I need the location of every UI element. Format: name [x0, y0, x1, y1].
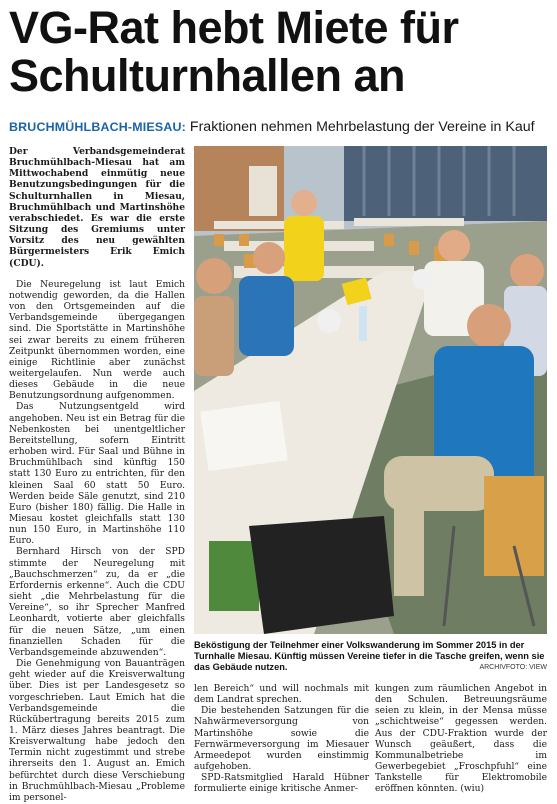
article-photo: [194, 146, 547, 634]
photo-credit: ARCHIVFOTO: VIEW: [479, 664, 547, 671]
headline: [9, 4, 554, 100]
article-paragraph: Bernhard Hirsch von der SPD stimmte der Neuregelung mit „Bauchschmerzen“ zu, da er „die Erfordernis erkenne“. Auch die CDU sieht „die Mehrbelastung für die Vereine“, so ihr Sprecher Manfred Leonhardt, votierte aber gleichfalls für die neuen Sätze, „um einen finanziellen Schaden für die Verbandsgemeinde abzuwenden“.: [9, 547, 185, 658]
article-paragraph: len Bereich“ und will nochmals mit dem Landrat sprechen.: [194, 684, 369, 706]
article-paragraph: kungen zum räumlichen Angebot in den Schulen. Betreuungsräume seien zu klein, in der Mensa müsse „schichtweise“ gegessen werden. Aus der CDU-Fraktion wurde der Wunsch geäußert, dass die Kommunalbetriebe im Gewerbegebiet „Froschpfuhl“ eine Tankstelle für Elektromobile eröffnen könnten. (wiu): [375, 684, 547, 795]
article-paragraph: Die Genehmigung von Bauanträgen geht wieder auf die Kreisverwaltung über. Dies ist per Landesgesetz so vorgeschrieben. Laut Emich hat die Verbandsgemeinde die Rückübertragung bereits 2015 zum 1. März dieses Jahres beantragt. Die Kreisverwaltung habe jedoch den Termin nicht zugestimmt und strebe ihrerseits den 1. August an. Emich befürchtet durch diese Verschiebung in Bruchmühlbach-Miesau „Probleme im personel-: [9, 659, 185, 803]
headline-line-1: VG-Rat hebt Miete für: [9, 2, 459, 53]
article-column-3: [375, 684, 547, 796]
subheadline: [9, 119, 554, 135]
subheadline-text: Fraktionen nehmen Mehrbelastung der Vereine in Kauf: [185, 119, 535, 135]
headline-line-2: Schulturnhallen an: [9, 50, 406, 101]
article-lead: Der Verbandsgemeinderat Bruchmühlbach-Miesau hat am Mittwochabend einmütig neue Benutzungsbedingungen für die Schulturnhallen in Miesau, Bruchmühlbach und Martinshöhe verabschiedet. Es war die erste Sitzung des Gremiums unter Vorsitz des neu gewählten Bürgermeisters Erik Emich (CDU).: [9, 146, 185, 269]
article-paragraph: SPD-Ratsmitglied Harald Hübner formulierte einige kritische Anmer-: [194, 773, 369, 795]
location-kicker: BRUCHMÜHLBACH-MIESAU:: [9, 120, 186, 134]
photo-illustration: [194, 146, 547, 634]
article-paragraph: Die bestehenden Satzungen für die Nahwärmeversorgung von Martinshöhe sowie die Fernwärmeversorgung im Miesauer Armeedepot wurden einstimmig aufgehoben.: [194, 706, 369, 773]
article-column-2: [194, 684, 369, 796]
article-paragraph: Die Neuregelung ist laut Emich notwendig geworden, da die Hallen von den Ortsgemeinden auf die Verbandsgemeinde übergegangen sind. Die Sportstätte in Martinshöhe sei zwar bereits zu einem früheren Zeitpunkt übernommen worden, eine einige Richtlinie aber zunächst weitergelaufen. Nun werde auch dieses Gebäude in die neue Benutzungsordnung aufgenommen.: [9, 279, 185, 402]
article-paragraph: Das Nutzungsentgeld wird angehoben. Neu ist ein Betrag für die Nebenkosten bei unentgeltlicher Bereitstellung, sofern Eintritt erhoben wird. Für Saal und Bühne in Bruchmühlbach sind künftig 150 statt 130 Euro zu entrichten, für den kleinen Saal 60 statt 50 Euro. Werden beide Säle genutzt, sind 210 Euro (bisher 180) fällig. Die Halle in Miesau kostet gleichfalls statt 130 nun 150 Euro, in Martinshöhe 110 Euro.: [9, 402, 185, 547]
photo-caption: Beköstigung der Teilnehmer einer Volkswanderung im Sommer 2015 in der Turnhalle Miesau. Künftig müssen Vereine tiefer in die Tasche greifen, wenn sie das Gebäude nutzen.: [194, 640, 545, 673]
article-column-1: [9, 146, 185, 803]
